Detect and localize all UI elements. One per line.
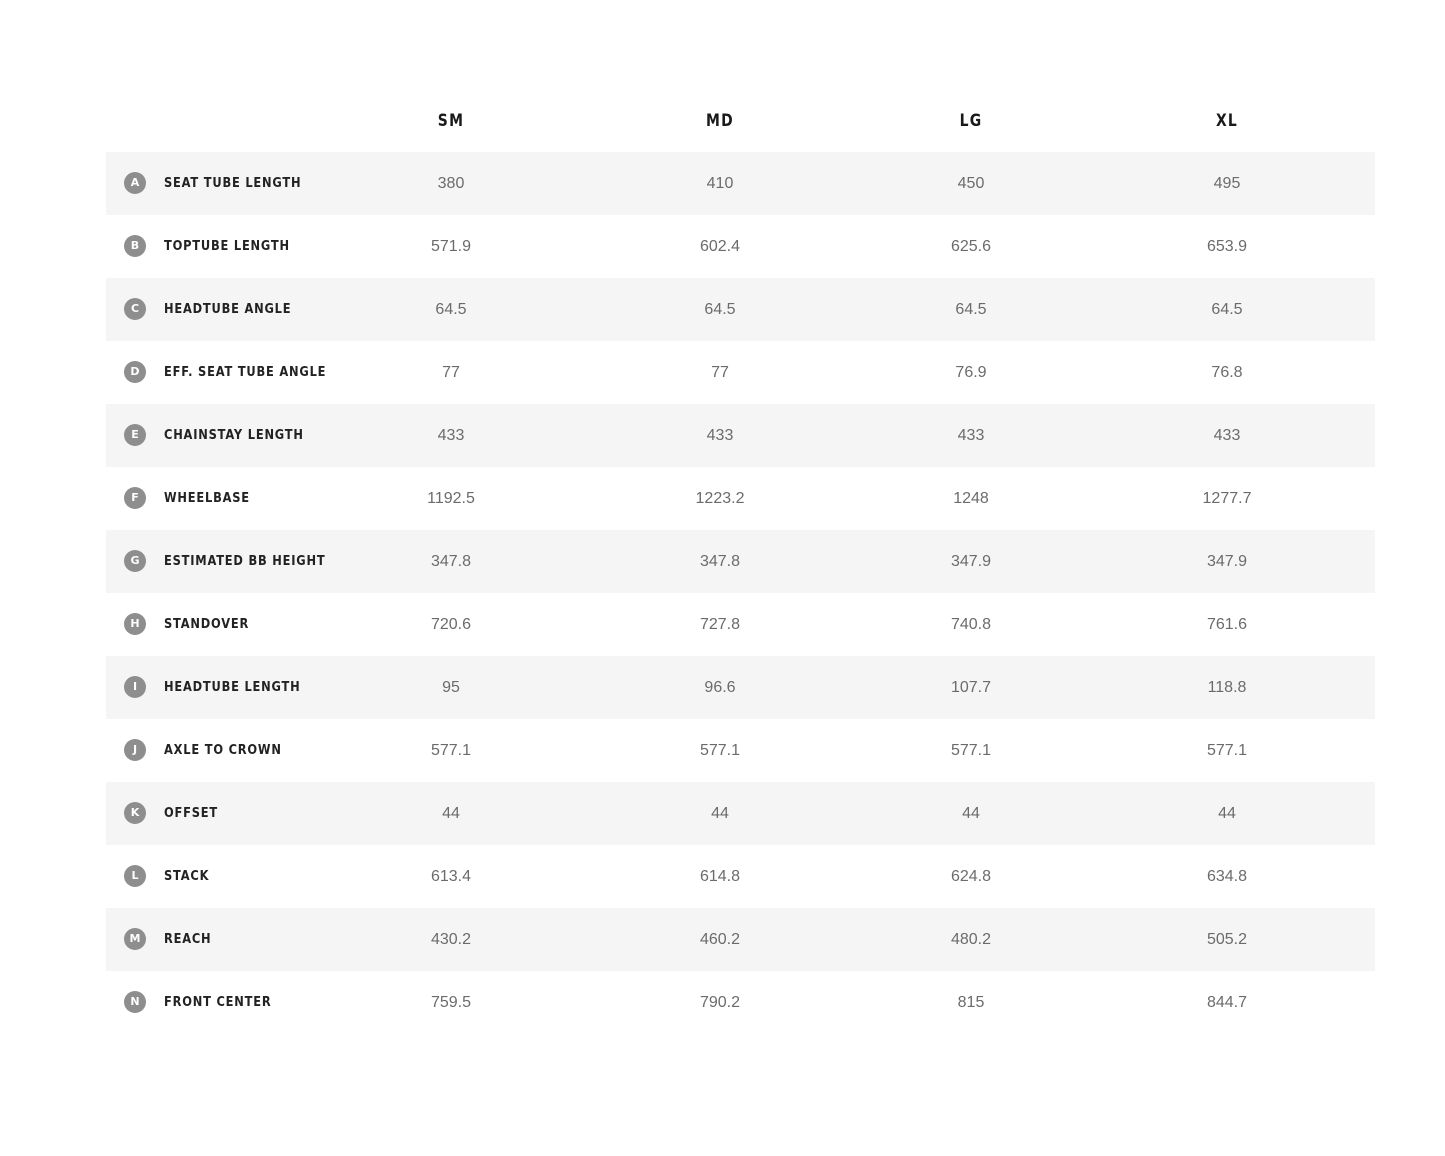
value-cell-xl: 64.5 <box>1211 301 1243 318</box>
value-cell-sm: 64.5 <box>435 301 467 318</box>
value-cell-lg: 433 <box>957 427 985 444</box>
value-cell-md: 433 <box>706 427 734 444</box>
table-row <box>106 782 1375 845</box>
value-cell-sm: 1192.5 <box>427 490 475 507</box>
measurement-letter-badge: L <box>124 865 146 887</box>
value-cell-sm: 720.6 <box>430 616 472 633</box>
table-row <box>106 593 1375 656</box>
value-cell-sm: 430.2 <box>430 931 472 948</box>
measurement-letter-badge: M <box>124 928 146 950</box>
value-cell-xl: 433 <box>1213 427 1241 444</box>
measurement-label: HEADTUBE LENGTH <box>164 680 301 695</box>
value-cell-md: 577.1 <box>699 742 741 759</box>
size-header-md: MD <box>706 111 734 131</box>
value-cell-sm: 759.5 <box>430 994 472 1011</box>
value-cell-md: 1223.2 <box>695 490 745 507</box>
measurement-label: EFF. SEAT TUBE ANGLE <box>164 365 327 380</box>
measurement-label: ESTIMATED BB HEIGHT <box>164 554 326 569</box>
table-row <box>106 215 1375 278</box>
value-cell-md: 460.2 <box>699 931 741 948</box>
value-cell-sm: 571.9 <box>430 238 472 255</box>
measurement-label: REACH <box>164 932 212 947</box>
measurement-label: HEADTUBE ANGLE <box>164 302 292 317</box>
value-cell-md: 727.8 <box>699 616 741 633</box>
table-row <box>106 341 1375 404</box>
measurement-letter-badge: G <box>124 550 146 572</box>
geometry-rows <box>106 152 1375 1034</box>
table-row <box>106 719 1375 782</box>
measurement-label: CHAINSTAY LENGTH <box>164 428 304 443</box>
value-cell-lg: 347.9 <box>950 553 992 570</box>
measurement-label: AXLE TO CROWN <box>164 743 282 758</box>
value-cell-xl: 1277.7 <box>1202 490 1252 507</box>
size-header-lg: LG <box>959 111 983 131</box>
value-cell-xl: 577.1 <box>1206 742 1248 759</box>
value-cell-xl: 505.2 <box>1206 931 1248 948</box>
value-cell-xl: 634.8 <box>1206 868 1248 885</box>
value-cell-md: 614.8 <box>699 868 741 885</box>
measurement-letter-badge: N <box>124 991 146 1013</box>
size-header-row <box>106 90 1375 152</box>
table-row <box>106 908 1375 971</box>
measurement-letter-badge: F <box>124 487 146 509</box>
value-cell-xl: 844.7 <box>1206 994 1248 1011</box>
value-cell-xl: 118.8 <box>1207 679 1247 696</box>
table-row <box>106 656 1375 719</box>
measurement-letter-badge: I <box>124 676 146 698</box>
measurement-letter-badge: K <box>124 802 146 824</box>
value-cell-md: 44 <box>711 805 729 822</box>
value-cell-md: 77 <box>711 364 729 381</box>
value-cell-sm: 433 <box>437 427 465 444</box>
measurement-label: SEAT TUBE LENGTH <box>164 176 302 191</box>
value-cell-sm: 347.8 <box>430 553 472 570</box>
measurement-label: OFFSET <box>164 806 218 821</box>
value-cell-md: 790.2 <box>699 994 741 1011</box>
measurement-letter-badge: B <box>124 235 146 257</box>
value-cell-md: 410 <box>706 175 734 192</box>
value-cell-lg: 76.9 <box>955 364 987 381</box>
value-cell-md: 602.4 <box>699 238 741 255</box>
table-row <box>106 971 1375 1034</box>
value-cell-xl: 653.9 <box>1206 238 1248 255</box>
table-row <box>106 404 1375 467</box>
value-cell-md: 96.6 <box>704 679 736 696</box>
value-cell-xl: 347.9 <box>1206 553 1248 570</box>
value-cell-lg: 480.2 <box>950 931 992 948</box>
measurement-label: TOPTUBE LENGTH <box>164 239 290 254</box>
measurement-letter-badge: H <box>124 613 146 635</box>
table-row <box>106 530 1375 593</box>
value-cell-lg: 1248 <box>953 490 989 507</box>
value-cell-xl: 761.6 <box>1206 616 1248 633</box>
size-header-sm: SM <box>437 111 465 131</box>
value-cell-lg: 64.5 <box>955 301 987 318</box>
measurement-label: STANDOVER <box>164 617 250 632</box>
value-cell-lg: 740.8 <box>950 616 992 633</box>
value-cell-sm: 77 <box>442 364 460 381</box>
value-cell-lg: 107.7 <box>950 679 992 696</box>
value-cell-lg: 450 <box>957 175 985 192</box>
size-header-xl: XL <box>1215 111 1239 131</box>
value-cell-sm: 44 <box>442 805 460 822</box>
value-cell-sm: 95 <box>442 679 460 696</box>
value-cell-xl: 495 <box>1213 175 1241 192</box>
value-cell-md: 347.8 <box>699 553 741 570</box>
measurement-label: WHEELBASE <box>164 491 250 506</box>
value-cell-lg: 44 <box>962 805 980 822</box>
measurement-letter-badge: C <box>124 298 146 320</box>
measurement-letter-badge: E <box>124 424 146 446</box>
value-cell-sm: 577.1 <box>430 742 472 759</box>
table-row <box>106 845 1375 908</box>
value-cell-md: 64.5 <box>704 301 736 318</box>
geometry-table <box>106 90 1375 1034</box>
measurement-label: STACK <box>164 869 210 884</box>
measurement-letter-badge: A <box>124 172 146 194</box>
value-cell-lg: 577.1 <box>950 742 992 759</box>
measurement-letter-badge: D <box>124 361 146 383</box>
value-cell-sm: 380 <box>437 175 465 192</box>
measurement-label: FRONT CENTER <box>164 995 272 1010</box>
value-cell-xl: 76.8 <box>1211 364 1243 381</box>
value-cell-sm: 613.4 <box>430 868 472 885</box>
measurement-letter-badge: J <box>124 739 146 761</box>
value-cell-lg: 625.6 <box>950 238 992 255</box>
table-row <box>106 467 1375 530</box>
value-cell-lg: 624.8 <box>950 868 992 885</box>
value-cell-lg: 815 <box>957 994 985 1011</box>
value-cell-xl: 44 <box>1218 805 1236 822</box>
table-row <box>106 152 1375 215</box>
table-row <box>106 278 1375 341</box>
